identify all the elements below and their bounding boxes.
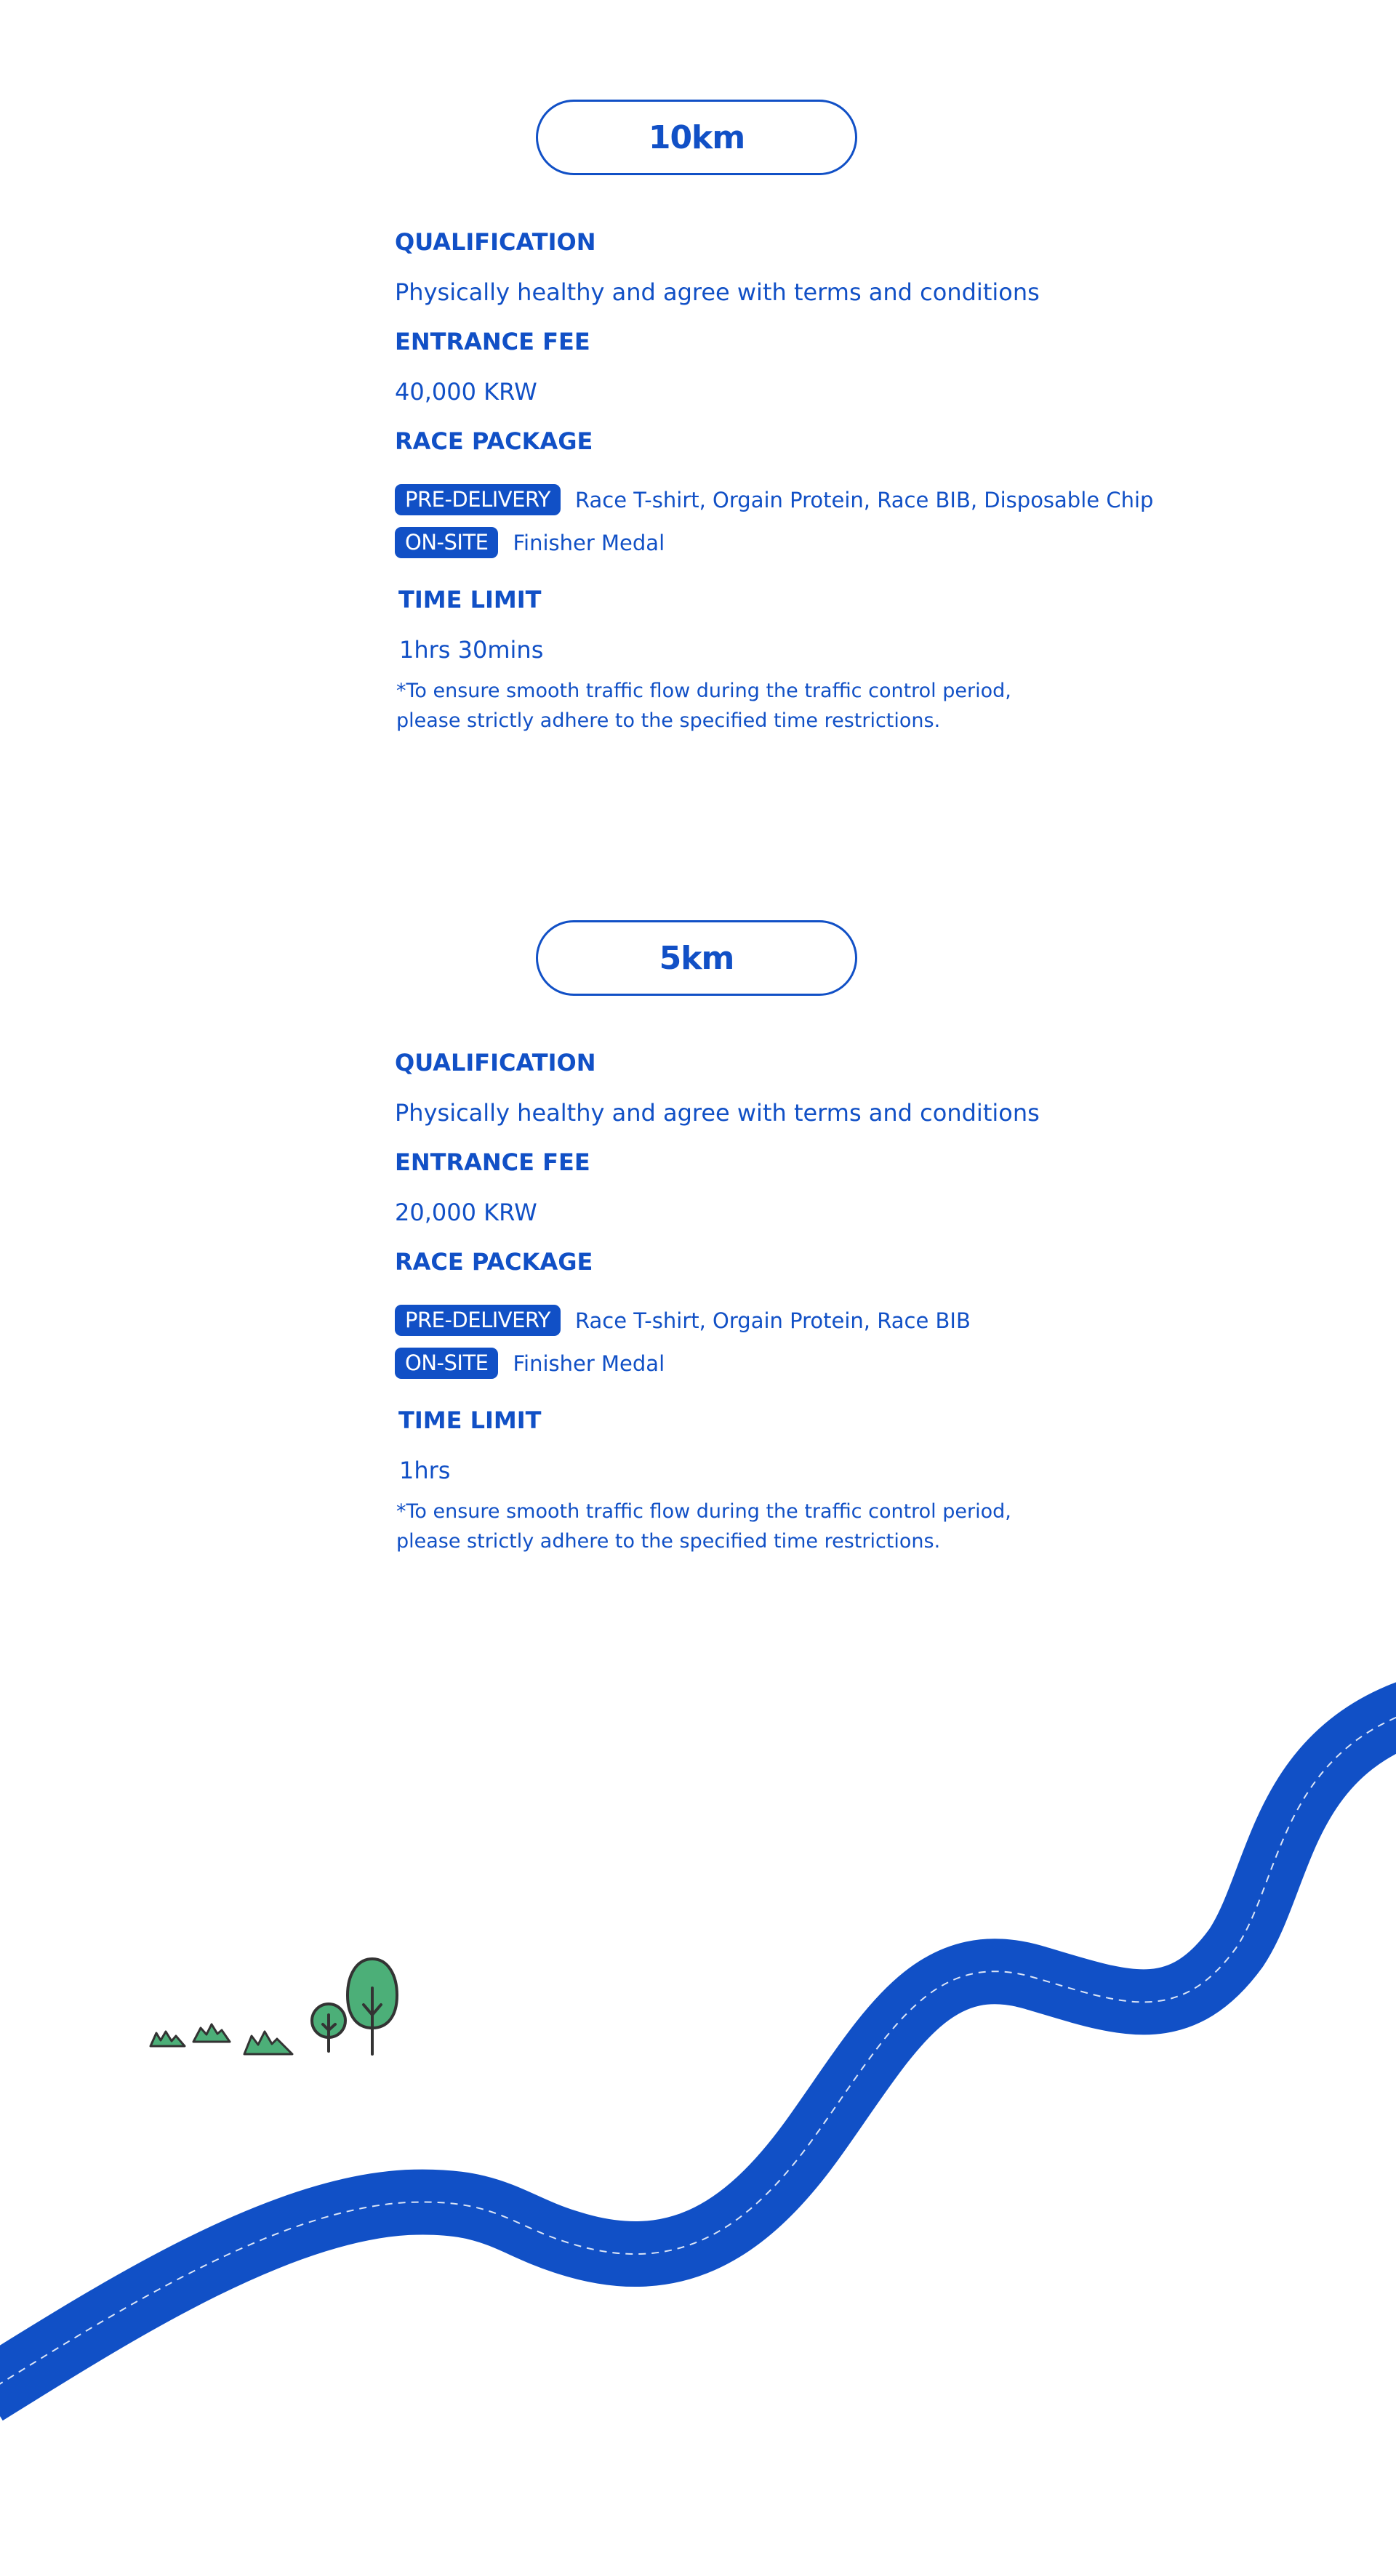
time-limit-note-line2: please strictly adhere to the specified time restrictions.	[396, 1530, 941, 1553]
on-site-items: Finisher Medal	[513, 530, 665, 555]
qualification-label: QUALIFICATION	[395, 1049, 596, 1076]
on-site-tag: ON-SITE	[395, 1348, 498, 1379]
race-package-label: RACE PACKAGE	[395, 427, 593, 455]
time-limit-note-line1: *To ensure smooth traffic flow during the traffic control period,	[396, 680, 1011, 702]
time-limit-note-line1: *To ensure smooth traffic flow during the traffic control period,	[396, 1500, 1011, 1523]
distance-badge: 5km	[536, 920, 857, 996]
time-limit-label: TIME LIMIT	[398, 1406, 542, 1434]
on-site-tag: ON-SITE	[395, 527, 498, 558]
package-row-pre-delivery	[395, 1305, 971, 1336]
qualification-value: Physically healthy and agree with terms and conditions	[395, 278, 1040, 306]
package-row-on-site	[395, 1348, 665, 1379]
pre-delivery-tag: PRE-DELIVERY	[395, 1305, 561, 1336]
time-limit-value: 1hrs 30mins	[399, 636, 544, 664]
pre-delivery-tag: PRE-DELIVERY	[395, 484, 561, 515]
entrance-fee-value: 20,000 KRW	[395, 1199, 537, 1226]
qualification-label: QUALIFICATION	[395, 228, 596, 256]
on-site-items: Finisher Medal	[513, 1351, 665, 1376]
time-limit-label: TIME LIMIT	[398, 586, 542, 613]
pre-delivery-items: Race T-shirt, Orgain Protein, Race BIB, Disposable Chip	[574, 487, 1154, 512]
package-row-pre-delivery	[395, 484, 1153, 515]
qualification-value: Physically healthy and agree with terms and conditions	[395, 1099, 1040, 1127]
time-limit-value: 1hrs	[399, 1457, 451, 1484]
pre-delivery-items: Race T-shirt, Orgain Protein, Race BIB	[574, 1308, 971, 1333]
race-package-label: RACE PACKAGE	[395, 1248, 593, 1276]
entrance-fee-label: ENTRANCE FEE	[395, 1148, 590, 1176]
entrance-fee-value: 40,000 KRW	[395, 378, 537, 406]
entrance-fee-label: ENTRANCE FEE	[395, 328, 590, 355]
road-path	[0, 1712, 1396, 2393]
grass-icon	[151, 2024, 292, 2054]
road-icon	[0, 1712, 1396, 2393]
package-row-on-site	[395, 527, 665, 558]
road-illustration	[0, 1599, 1396, 2576]
tree-icon	[312, 1959, 397, 2054]
distance-badge: 10km	[536, 100, 857, 175]
time-limit-note-line2: please strictly adhere to the specified time restrictions.	[396, 709, 941, 732]
